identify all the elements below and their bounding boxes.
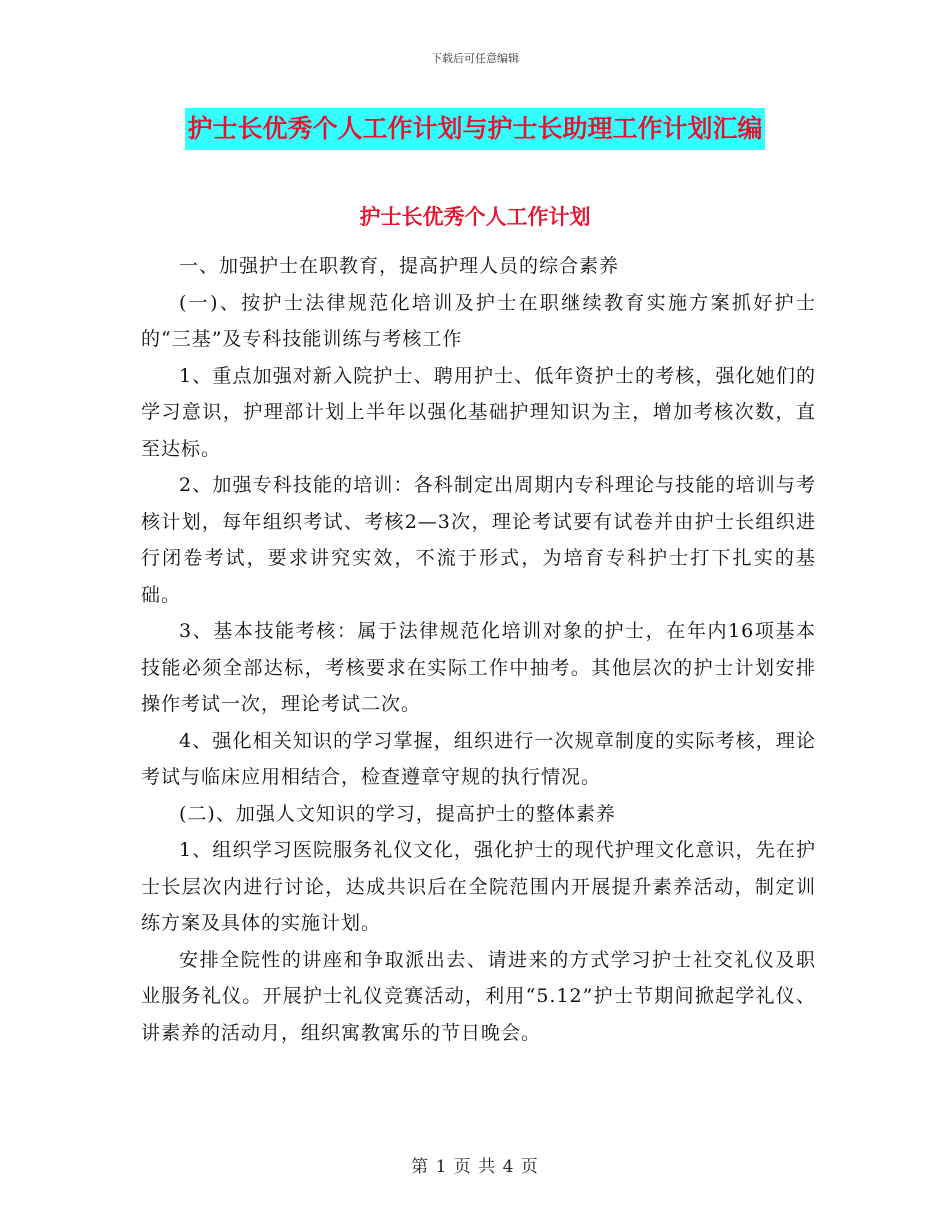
main-title-container [0,108,950,150]
page-number: 第 1 页 共 4 页 [411,1157,539,1177]
paragraph: 1、组织学习医院服务礼仪文化，强化护士的现代护理文化意识，先在护士长层次内进行讨论，达成共识后在全院范围内开展提升素养活动，制定训练方案及具体的实施计划。 [141,839,816,934]
section-title: 护士长优秀个人工作计划 [359,205,591,229]
paragraph: 2、加强专科技能的培训：各科制定出周期内专科理论与技能的培训与考核计划，每年组织考试、考核2—3次，理论考试要有试卷并由护士长组织进行闭卷考试，要求讲究实效，不流于形式，为培育专科护士打下扎实的基础。 [141,474,816,606]
document-main-title: 护士长优秀个人工作计划与护士长助理工作计划汇编 [185,108,764,150]
paragraph: (一)、按护士法律规范化培训及护士在职继续教育实施方案抓好护士的“三基”及专科技能训练与考核工作 [141,291,816,350]
document-body [141,248,816,1051]
paragraph: 一、加强护士在职教育，提高护理人员的综合素养 [179,255,620,277]
page-header-note: 下载后可任意编辑 [431,52,519,65]
paragraph: (二)、加强人文知识的学习，提高护士的整体素养 [179,802,616,825]
paragraph: 安排全院性的讲座和争取派出去、请进来的方式学习护士社交礼仪及职业服务礼仪。开展护士礼仪竞赛活动，利用“5.12”护士节期间掀起学礼仪、讲素养的活动月，组织寓教寓乐的节日晚会。 [141,948,816,1044]
paragraph: 4、强化相关知识的学习掌握，组织进行一次规章制度的实际考核，理论考试与临床应用相结合，检查遵章守规的执行情况。 [141,729,816,788]
paragraph: 3、基本技能考核：属于法律规范化培训对象的护士，在年内16项基本技能必须全部达标，考核要求在实际工作中抽考。其他层次的护士计划安排操作考试一次，理论考试二次。 [141,620,816,715]
paragraph: 1、重点加强对新入院护士、聘用护士、低年资护士的考核，强化她们的学习意识，护理部计划上半年以强化基础护理知识为主，增加考核次数，直至达标。 [141,364,816,460]
